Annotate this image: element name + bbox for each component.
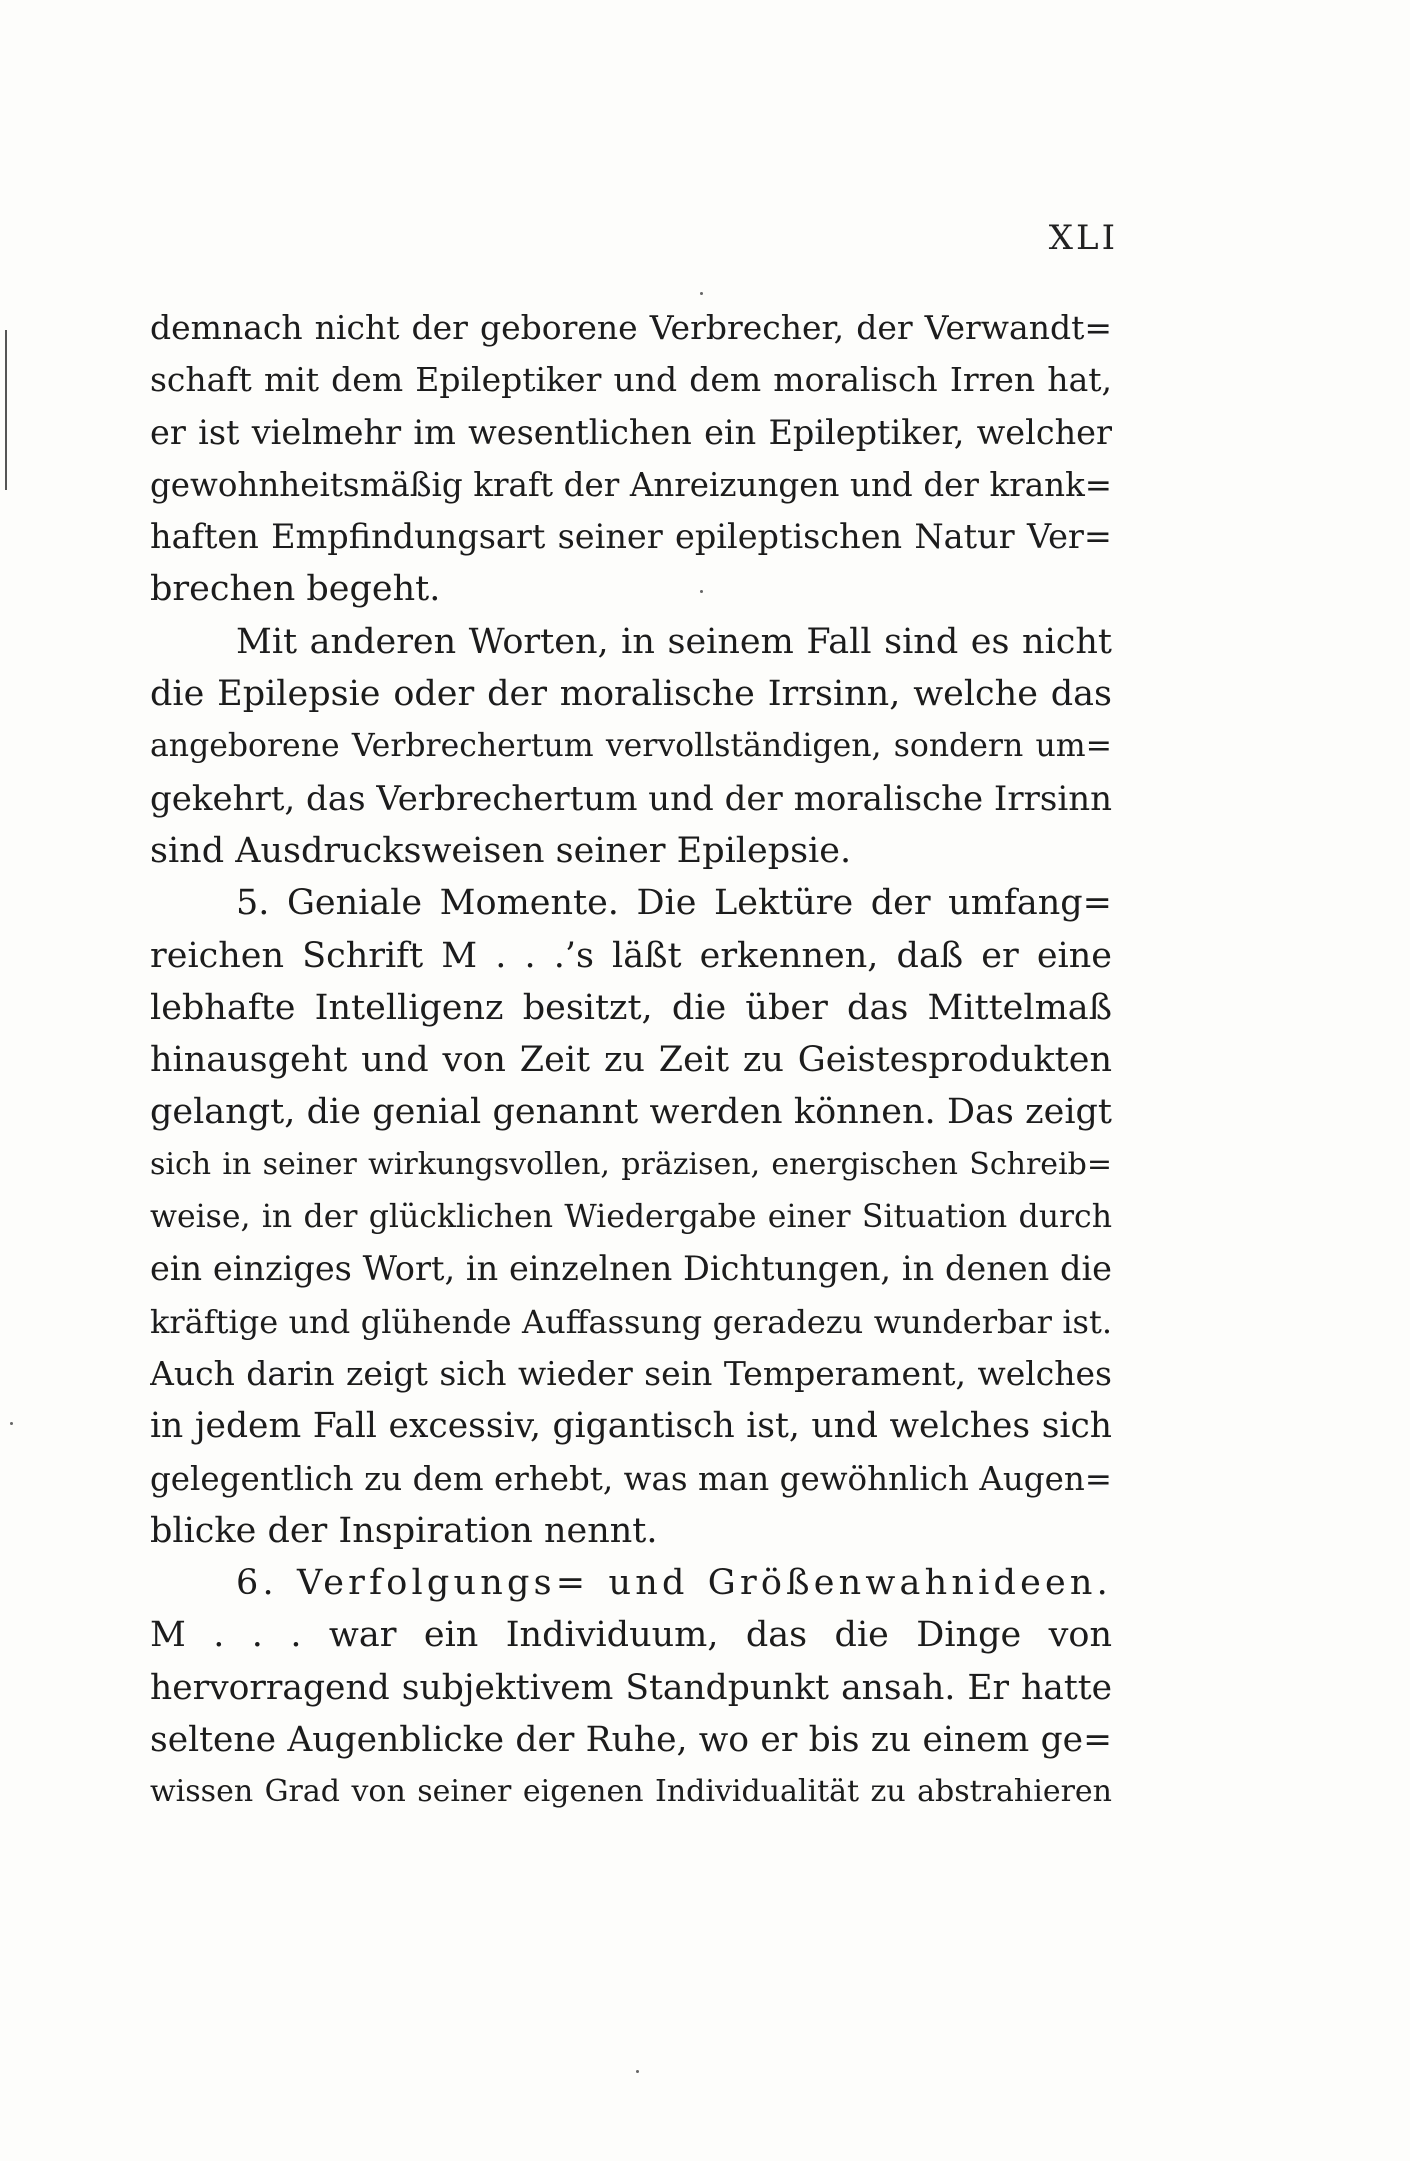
text-line: haften Empfindungsart seiner epileptischen Natur Ver= bbox=[150, 517, 1112, 557]
text-line: hervorragend subjektivem Standpunkt ansah. Er hatte bbox=[150, 1667, 1112, 1708]
text-line: gelangt, die genial genannt werden können. Das zeigt bbox=[150, 1092, 1112, 1133]
text-line: demnach nicht der geborene Verbrecher, der Verwandt= bbox=[150, 308, 1112, 347]
text-line: lebhafte Intelligenz besitzt, die über das Mittelmaß bbox=[150, 987, 1112, 1028]
text-line: hinausgeht und von Zeit zu Zeit zu Geistesprodukten bbox=[150, 1040, 1112, 1081]
text-line: in jedem Fall excessiv, gigantisch ist, und welches sich bbox=[150, 1406, 1112, 1447]
text-line: kräftige und glühende Auffassung geradezu wunderbar ist. bbox=[150, 1302, 1112, 1341]
text-line: gekehrt, das Verbrechertum und der moralische Irrsinn bbox=[150, 778, 1112, 819]
text-line: die Epilepsie oder der moralische Irrsinn, welche das bbox=[150, 674, 1112, 715]
text-line: seltene Augenblicke der Ruhe, wo er bis zu einem ge= bbox=[150, 1720, 1112, 1761]
print-speck bbox=[636, 2070, 639, 2073]
text-line: sich in seiner wirkungsvollen, präzisen, energischen Schreib= bbox=[150, 1146, 1112, 1182]
text-line: schaft mit dem Epileptiker und dem moralisch Irren hat, bbox=[150, 360, 1112, 400]
body-text bbox=[150, 302, 1112, 1819]
section-heading-line: 5. Geniale Momente. Die Lektüre der umfang= bbox=[236, 883, 1112, 924]
text-line: M . . . war ein Individuum, das die Dinge von bbox=[150, 1615, 1112, 1656]
text-line: sind Ausdrucksweisen seiner Epilepsie. bbox=[150, 830, 852, 871]
text-line: weise, in der glücklichen Wiedergabe einer Situation durch bbox=[150, 1199, 1112, 1236]
text-line: brechen begeht. bbox=[150, 569, 441, 610]
section-heading-line: 6. Verfolgungs= und Größenwahnideen. bbox=[236, 1563, 1112, 1604]
text-line: gewohnheitsmäßig kraft der Anreizungen und der krank= bbox=[150, 465, 1112, 504]
text-line: gelegentlich zu dem erhebt, was man gewöhnlich Augen= bbox=[150, 1459, 1112, 1498]
text-line: angeborene Verbrechertum vervollständigen, sondern um= bbox=[150, 728, 1112, 765]
margin-mark bbox=[5, 330, 7, 490]
text-line: Auch darin zeigt sich wieder sein Temperament, welches bbox=[150, 1353, 1112, 1393]
text-line: reichen Schrift M . . .’s läßt erkennen, daß er eine bbox=[150, 935, 1112, 976]
print-speck bbox=[10, 1422, 13, 1425]
text-line: wissen Grad von seiner eigenen Individualität zu abstrahieren bbox=[150, 1774, 1112, 1810]
text-line: ein einziges Wort, in einzelnen Dichtungen, in denen die bbox=[150, 1249, 1112, 1289]
page-number: XLI bbox=[1048, 218, 1118, 258]
text-line: blicke der Inspiration nennt. bbox=[150, 1510, 658, 1551]
print-speck bbox=[700, 292, 703, 295]
text-line: er ist vielmehr im wesentlichen ein Epileptiker, welcher bbox=[150, 412, 1112, 452]
paragraph-start-line: Mit anderen Worten, in seinem Fall sind es nicht bbox=[236, 621, 1112, 662]
